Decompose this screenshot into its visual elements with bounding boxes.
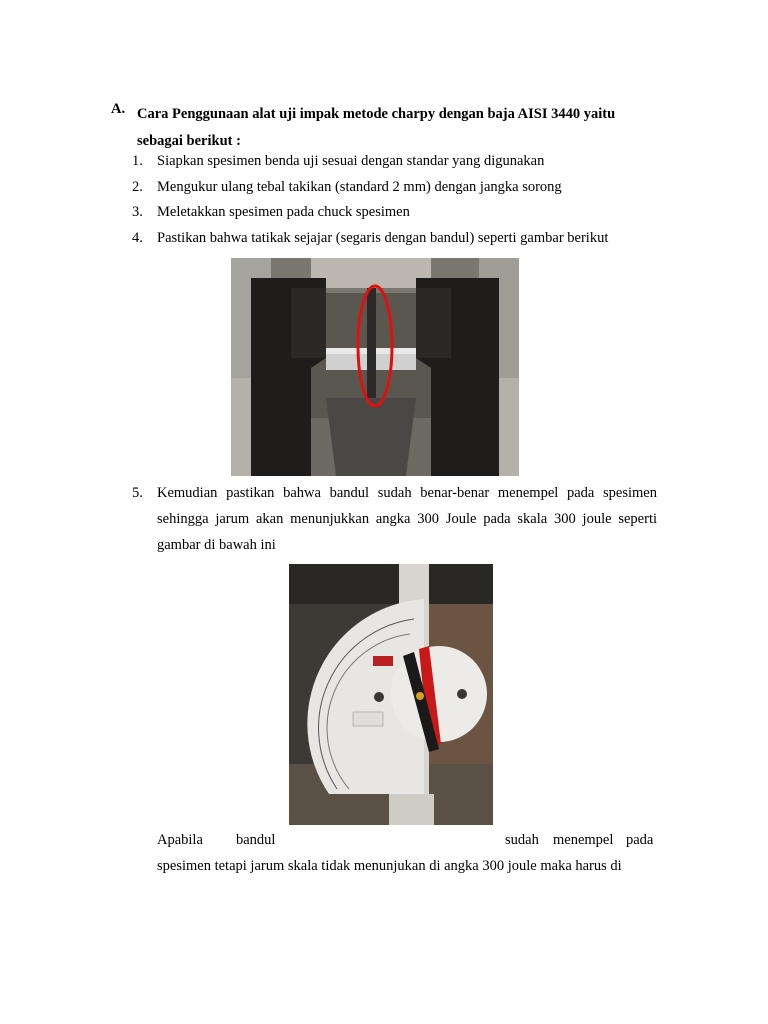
step-5-number: 5. [132,485,143,501]
specimen-chuck-photo [231,258,519,476]
step-2-number: 2. [132,179,143,195]
closing-word-menempel: menempel [553,832,614,848]
step-1-number: 1. [132,153,143,169]
step-2-text: Mengukur ulang tebal takikan (standard 2 mm) dengan jangka sorong [157,179,562,195]
dial-scale-photo [289,564,493,825]
closing-line-2: spesimen tetapi jarum skala tidak menunjukan di angka 300 joule maka harus di [157,858,622,874]
section-letter: A. [111,101,126,117]
closing-word-apabila: Apabila [157,832,203,848]
step-4-number: 4. [132,230,143,246]
closing-word-pada: pada [626,832,654,848]
section-title: Cara Penggunaan alat uji impak metode charpy dengan baja AISI 3440 yaitu sebagai berikut : [137,106,616,149]
closing-word-sudah: sudah [505,832,539,848]
step-5-text: Kemudian pastikan bahwa bandul sudah benar-benar menempel pada spesimen sehingga jarum akan menunjukkan angka 300 Joule pada skala 300 joule seperti gambar di bawah ini [157,485,657,553]
step-4-text: Pastikan bahwa tatikak sejajar (segaris dengan bandul) seperti gambar berikut [157,230,609,246]
step-1-text: Siapkan spesimen benda uji sesuai dengan standar yang digunakan [157,153,545,169]
step-3-text: Meletakkan spesimen pada chuck spesimen [157,204,410,220]
closing-word-bandul: bandul [236,832,276,848]
step-3-number: 3. [132,204,143,220]
